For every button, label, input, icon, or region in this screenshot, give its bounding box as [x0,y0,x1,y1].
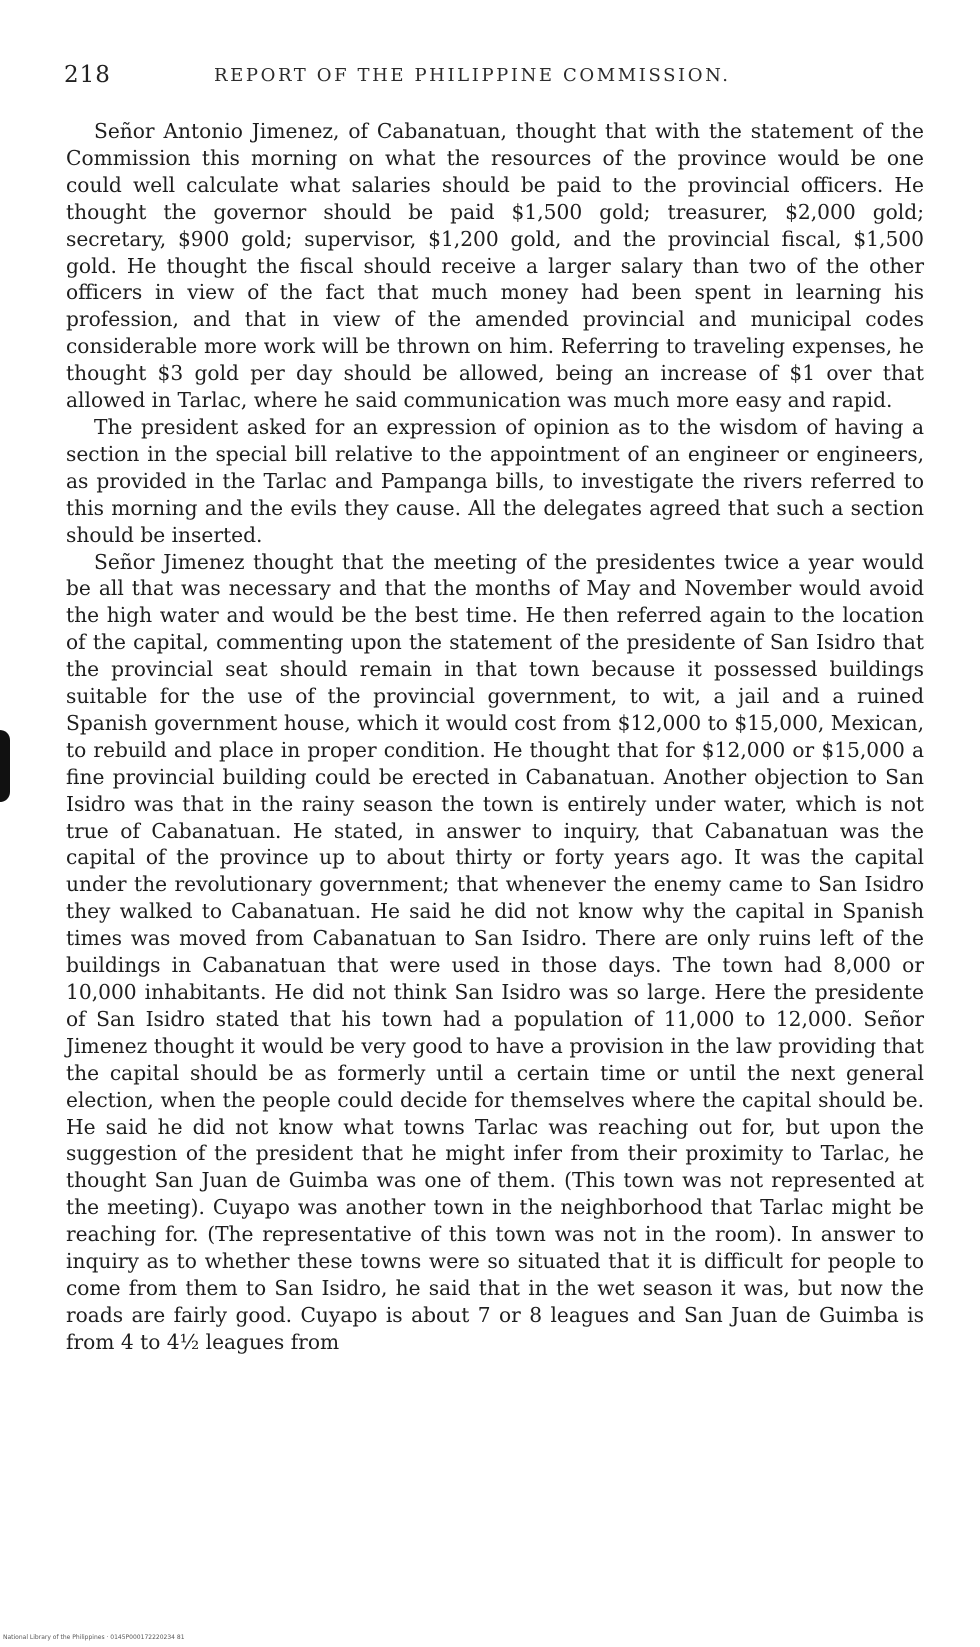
footer-credit: National Library of the Philippines · 0145P000172220234 81 [3,1634,185,1641]
paragraph-capital-location: Señor Jimenez thought that the meeting of the presidentes twice a year would be all that was necessary and that the months of May and November would avoid the high water and would be the best time. He then referred again to the location of the capital, commenting upon the statement of the presidente of San Isidro that the provincial seat should remain in that town because it possessed buildings suitable for the use of the provincial government, to wit, a jail and a ruined Spanish government house, which it would cost from $12,000 to $15,000, Mexican, to rebuild and place in proper condition. He thought that for $12,000 or $15,000 a fine provincial building could be erected in Cabanatuan. Another objection to San Isidro was that in the rainy season the town is entirely under water, which is not true of Cabanatuan. He stated, in answer to inquiry, that Cabanatuan was the capital of the province up to about thirty or forty years ago. It was the capital under the revolutionary government; that whenever the enemy came to San Isidro they walked to Cabanatuan. He said he did not know why the capital in Spanish times was moved from Cabanatuan to San Isidro. There are only ruins left of the buildings in Cabanatuan that were used in those days. The town had 8,000 or 10,000 inhabitants. He did not think San Isidro was so large. Here the presidente of San Isidro stated that his town had a population of 11,000 to 12,000. Señor Jimenez thought it would be very good to have a provision in the law providing that the capital should be as formerly until a certain time or until the next general election, when the people could decide for themselves where the capital should be. He said he did not know what towns Tarlac was reaching out for, but upon the suggestion of the president that he might infer from their proximity to Tarlac, he thought San Juan de Guimba was one of them. (This town was not represented at the meeting). Cuyapo was another town in the neighborhood that Tarlac might be reaching for. (The representative of this town was not in the room). In answer to inquiry as to whether these towns were so situated that it is difficult for people to come from them to San Isidro, he said that in the wet season it was, but now the roads are fairly good. Cuyapo is about 7 or 8 leagues and San Juan de Guimba is from 4 to 4½ leagues from [66,549,924,1354]
page-number: 218 [64,62,111,88]
paragraph-engineer-section: The president asked for an expression of opinion as to the wisdom of having a section in the special bill relative to the appointment of an engineer or engineers, as provided in the Tarlac and Pampanga bills, to investigate the rivers referred to this morning and the evils they cause. All the delegates agreed that such a section should be inserted. [66,414,924,547]
binding-edge-mark [0,730,10,802]
running-head-title: REPORT OF THE PHILIPPINE COMMISSION. [214,65,731,86]
paragraph-jimenez-salaries: Señor Antonio Jimenez, of Cabanatuan, thought that with the statement of the Commission this morning on what the resources of the province would be one could well calculate what salaries should be paid to the provincial officers. He thought the governor should be paid $1,500 gold; treasurer, $2,000 gold; secretary, $900 gold; supervisor, $1,200 gold, and the provincial fiscal, $1,500 gold. He thought the fiscal should receive a larger salary than two of the other officers in view of the fact that much money had been spent in learning his profession, and that in view of the amended provincial and municipal codes considerable more work will be thrown on him. Referring to traveling expenses, he thought $3 gold per day should be allowed, being an increase of $1 over that allowed in Tarlac, where he said communication was much more easy and rapid. [66,119,924,413]
body-text [66,118,924,1356]
running-head [64,62,924,96]
